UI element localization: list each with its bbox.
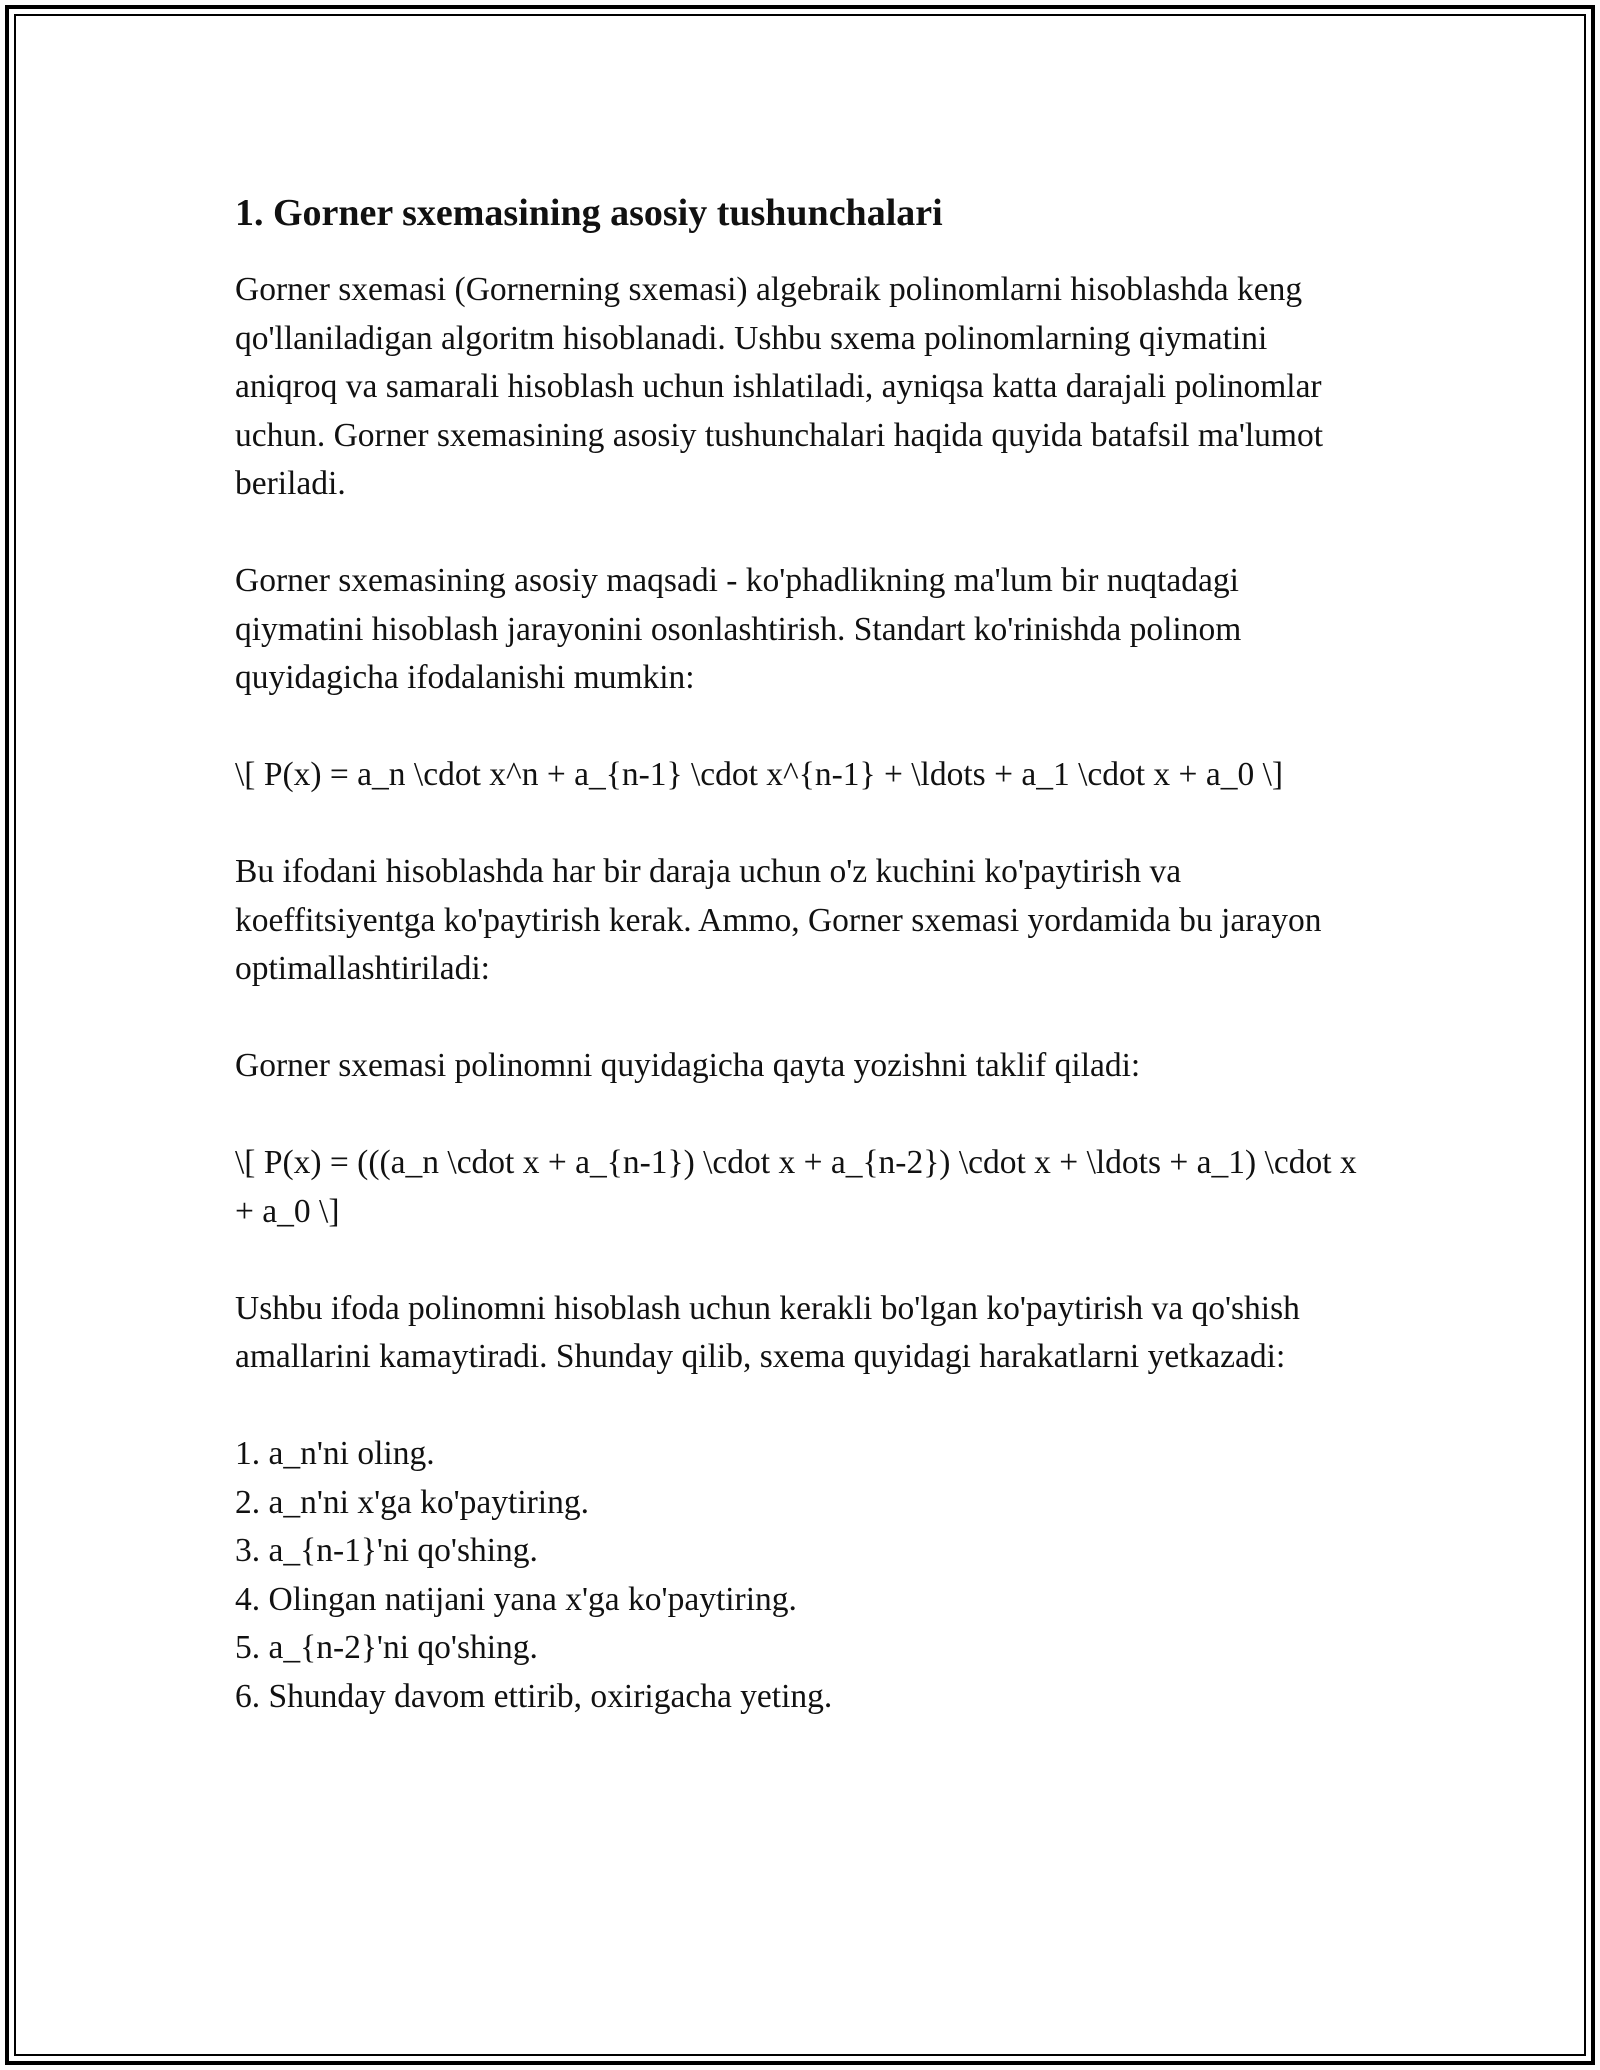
paragraph-gap: [235, 509, 1365, 558]
list-item: 2. a_n'ni x'ga ko'paytiring.: [235, 1483, 589, 1521]
proposal-paragraph: Gorner sxemasi polinomni quyidagicha qayta yozishni taklif qiladi:: [235, 1047, 1141, 1084]
steps-list: [235, 1430, 1365, 1721]
list-item: 4. Olingan natijani yana x'ga ko'paytiring.: [235, 1580, 797, 1618]
list-item: 5. a_{n-2}'ni qo'shing.: [235, 1629, 538, 1666]
paragraph-gap: [235, 800, 1365, 849]
summary-paragraph: Ushbu ifoda polinomni hisoblash uchun kerakli bo'lgan ko'paytirish va qo'shish amallarini kamaytiradi. Shunday qilib, sxema quyidagi harakatlarni yetkazadi:: [235, 1289, 1300, 1375]
intro-paragraph: Gorner sxemasi (Gornerning sxemasi) algebraik polinomlarni hisoblashda keng qo'llaniladigan algoritm hisoblanadi. Ushbu sxema polinomlarning qiymatini aniqroq va samarali hisoblash uchun ishlatiladi, ayniqsa katta darajali polinomlar uchun. Gorner sxemasining asosiy tushunchalari haqida quyida batafsil ma'lumot beriladi.: [235, 271, 1324, 502]
paragraph-gap: [235, 1091, 1365, 1140]
purpose-paragraph: Gorner sxemasining asosiy maqsadi - ko'phadlikning ma'lum bir nuqtadagi qiymatini hisoblash jarayonini osonlashtirish. Standart ko'rinishda polinom quyidagicha ifodalanishi mumkin:: [235, 562, 1242, 696]
section-heading: 1. Gorner sxemasining asosiy tushunchalari: [235, 192, 943, 234]
list-item: 1. a_n'ni oling.: [235, 1435, 435, 1472]
paragraph-gap: [235, 1236, 1365, 1285]
list-item: 6. Shunday davom ettirib, oxirigacha yeting.: [235, 1677, 833, 1715]
paragraph-gap: [235, 703, 1365, 752]
list-item: 3. a_{n-1}'ni qo'shing.: [235, 1532, 538, 1569]
horner-formula: \[ P(x) = (((a_n \cdot x + a_{n-1}) \cdot x + a_{n-2}) \cdot x + \ldots + a_1) \cdot x + a_0 \]: [235, 1144, 1357, 1230]
standard-formula: \[ P(x) = a_n \cdot x^n + a_{n-1} \cdot x^{n-1} + \ldots + a_1 \cdot x + a_0 \]: [235, 756, 1284, 793]
paragraph-gap: [235, 994, 1365, 1043]
document-body: [235, 186, 1365, 1721]
explain-paragraph: Bu ifodani hisoblashda har bir daraja uchun o'z kuchini ko'paytirish va koeffitsiyentga ko'paytirish kerak. Ammo, Gorner sxemasi yordamida bu jarayon optimallashtiriladi:: [235, 853, 1322, 987]
paragraph-gap: [235, 1382, 1365, 1431]
